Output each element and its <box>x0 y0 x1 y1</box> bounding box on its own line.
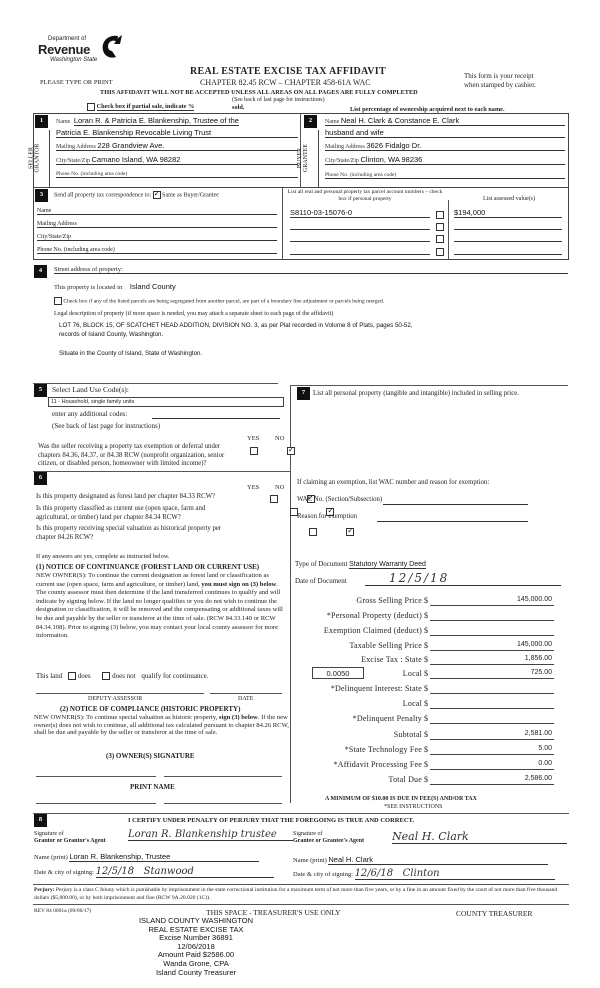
owner-signature-line-2[interactable] <box>164 776 282 777</box>
total-due-field[interactable]: 2,586.00 <box>430 775 554 785</box>
perjury-bold: Perjury: <box>34 887 55 893</box>
street-row <box>54 266 568 274</box>
continuance-row <box>36 672 208 680</box>
grantor-signature-label <box>34 831 106 845</box>
section-2-number: 2 <box>304 115 317 128</box>
yes-label-5: YES <box>247 435 260 442</box>
stamp-line: Wanda Grone, CPA <box>163 958 229 968</box>
tax-mailing-row <box>37 221 277 228</box>
fee-row-exemption <box>290 626 590 638</box>
date-city-label: Date & city of signing: <box>34 869 94 876</box>
perjury-notice <box>34 887 569 902</box>
notice2-text-b: . If the new owner(s) does not wish to continue, all additional tax calculated pursuant to chapter 84.26 RCW, shall be due and payable by the seller or transferor at the time of sale. <box>34 714 289 736</box>
fee-row-tech-fee <box>290 745 590 757</box>
grantor-date-city-field[interactable]: 12/5/18 Stanwood <box>96 866 274 878</box>
parcel-row <box>290 208 486 217</box>
buyer-label: BUYER <box>297 147 303 169</box>
reason-row <box>297 513 357 520</box>
does-checkbox[interactable] <box>68 672 76 680</box>
no-label-5: NO <box>275 435 285 442</box>
dollar-sign: $ <box>424 669 428 678</box>
additional-codes-label: enter any additional codes: <box>52 410 128 418</box>
seller-label: SELLER <box>28 147 35 169</box>
tax-city-row <box>37 234 277 241</box>
parcel-number-field[interactable] <box>290 247 430 255</box>
if-yes-note: If any answers are yes, complete as instructed below. <box>36 553 170 560</box>
owner-signature-title: (3) OWNER(S) SIGNATURE <box>106 752 195 760</box>
fee-label: Local <box>402 699 422 708</box>
form-number: REV 84 0001a (09/06/17) <box>34 908 92 914</box>
excise-state-field[interactable]: 1,856.00 <box>430 655 554 665</box>
grantor-agent-label: Grantor or Grantor's Agent <box>34 838 106 844</box>
dor-logo <box>38 30 138 66</box>
assessed-value-field[interactable] <box>454 222 562 230</box>
additional-codes-row <box>52 410 282 418</box>
grantor-signature-field[interactable]: Loran R. Blankenship trustee <box>128 829 293 841</box>
forest-land-yes-checkbox[interactable] <box>270 495 278 503</box>
receipt-note-1: This form is your receipt <box>464 72 534 80</box>
legal-description-line3[interactable]: Situate in the County of Island, State of Washington. <box>59 350 203 357</box>
dollar-sign: $ <box>424 655 428 664</box>
receipt-note-2: when stamped by cashier. <box>464 81 536 89</box>
legal-label: Legal description of property (if more space is needed, you may attach a separate sheet to each page of the affidavit) <box>54 311 334 317</box>
signature-of-label: Signature of <box>34 831 64 837</box>
stamp-line: REAL ESTATE EXCISE TAX <box>148 924 244 934</box>
doc-date-row <box>295 571 565 585</box>
parcel-row <box>290 222 298 231</box>
seller-phone-row <box>56 171 298 178</box>
dollar-sign: $ <box>424 611 428 620</box>
no-label-6: NO <box>275 484 285 491</box>
forest-land-question: Is this property designated as forest land per chapter 84.33 RCW? <box>36 493 216 500</box>
buyer-city-label: City/State/Zip <box>325 158 359 164</box>
located-field[interactable]: Island County <box>129 282 176 291</box>
print-name-label: PRINT NAME <box>130 783 175 791</box>
name-print-label: Name (print) <box>34 854 68 861</box>
partial-sale-label: Check box if partial sale, indicate % <box>96 103 195 111</box>
tax-city-label: City/State/Zip <box>37 234 71 240</box>
buyer-mailing-field[interactable]: 3626 Fidalgo Dr. <box>366 141 422 150</box>
stamp-line: Island County Treasurer <box>155 967 237 977</box>
does-not-checkbox[interactable] <box>102 672 110 680</box>
dollar-sign: $ <box>424 745 428 754</box>
form-title: REAL ESTATE EXCISE TAX AFFIDAVIT <box>190 66 386 77</box>
segregated-label: Check box if any of the listed parcels are being segregated from another parcel, are part of a boundary line adjustment or parcels being merged. <box>63 298 385 305</box>
seller-name-row <box>56 116 298 125</box>
assessed-value-field[interactable] <box>454 247 562 255</box>
fee-row-interest-state <box>290 684 590 696</box>
dollar-sign: $ <box>424 730 428 739</box>
legal-description-line1[interactable]: LOT 76, BLOCK 15, OF SCATCHET HEAD ADDITION, DIVISION NO. 3, as per Plat recorded in Volume 8 of Plats, pages 50-52, <box>59 322 413 329</box>
same-as-buyer-checkbox[interactable] <box>153 191 161 199</box>
grantor-label: GRANTOR <box>34 143 41 173</box>
section-6-number: 6 <box>34 472 47 485</box>
partial-sale-sold: sold. <box>232 104 245 111</box>
fee-row-subtotal <box>290 730 590 742</box>
partial-sale-row <box>87 103 194 111</box>
date-label: DATE <box>238 696 254 702</box>
fee-label: *Affidavit Processing Fee <box>333 760 422 769</box>
owner-signature-line-1[interactable] <box>36 776 156 777</box>
section-4-number: 4 <box>34 265 47 278</box>
grantee-name-row <box>293 855 568 865</box>
dollar-sign: $ <box>424 760 428 769</box>
historic-no-checkbox[interactable] <box>346 528 354 536</box>
assessed-header: List assessed value(s) <box>483 196 535 202</box>
buyer-mailing-label: Mailing Address <box>325 144 365 150</box>
grantee-signature-label <box>293 831 364 845</box>
tax-mailing-label: Mailing Address <box>37 221 77 227</box>
notice2-text-a: NEW OWNER(S): To continue special valuation as historic property, <box>34 714 218 721</box>
personal-property-checkbox[interactable] <box>436 248 444 256</box>
parcel-number-field[interactable] <box>290 222 430 230</box>
segregated-checkbox[interactable] <box>54 297 62 305</box>
section-8-number: 8 <box>34 814 47 827</box>
fee-row-penalty <box>290 714 590 726</box>
ownership-note: List percentage of ownership acquired next to each name. <box>350 106 505 113</box>
assessed-value-field[interactable] <box>454 234 562 242</box>
fee-label: Subtotal <box>393 730 422 739</box>
see-back-5: (See back of last page for instructions) <box>52 422 161 430</box>
personal-property-label: List all personal property (tangible and intangible) included in selling price. <box>313 390 519 397</box>
located-label: This property is located in <box>54 284 123 291</box>
grantee-date-city-row <box>293 868 568 880</box>
section-5-number: 5 <box>34 384 47 397</box>
seller-mailing-row <box>56 141 298 151</box>
grantor-name-field[interactable]: Loran R. Blankenship, Trustee <box>69 852 259 862</box>
fee-label: *State Technology Fee <box>344 745 422 754</box>
historic-question: Is this property receiving special valuation as historical property per chapter 84.26 RCW? <box>36 525 222 541</box>
notice1-text-b: . The county assessor must then determine if the land transferred continues to qualify and will indicate by signing below. If the land no longer qualifies or you do not wish to continue the designation or classification, it will be removed and the compensating or additional taxes will be due and payable by the seller or transferor at the time of sale. (RCW 84.33.140 or RCW 84.34.108). Prior to signing (3) below, you may contact your local county assessor for more information. <box>36 580 283 640</box>
does-label: does <box>77 672 91 680</box>
stamp-line: Excise Number 36891 <box>159 933 233 943</box>
buyer-mailing-row <box>325 141 565 151</box>
fee-label: *Delinquent Penalty <box>352 714 422 723</box>
grantee-date-city-field[interactable]: 12/6/18 Clinton <box>355 868 555 880</box>
seller-mailing-label: Mailing Address <box>56 144 96 150</box>
additional-codes-field[interactable] <box>152 418 280 419</box>
fee-label: Gross Selling Price <box>356 596 422 605</box>
name-print-label: Name (print) <box>293 857 327 864</box>
form-warning: THIS AFFIDAVIT WILL NOT BE ACCEPTED UNLESS ALL AREAS ON ALL PAGES ARE FULLY COMPLETED <box>100 89 418 96</box>
print-name-line-2[interactable] <box>164 803 282 804</box>
notice1-bold: you must sign on (3) below <box>201 580 277 588</box>
tax-phone-row <box>37 247 277 254</box>
notice2-bold: sign (3) below <box>218 714 258 721</box>
street-label: Street address of property: <box>54 266 123 273</box>
doc-type-label: Type of Document <box>295 560 348 568</box>
fee-row-processing-fee <box>290 760 590 772</box>
notice2-title: (2) NOTICE OF COMPLIANCE (HISTORIC PROPERTY) <box>60 705 241 713</box>
dollar-sign: $ <box>424 596 428 605</box>
minimum-note: A MINIMUM OF $10.00 IS DUE IN FEE(S) AND/OR TAX <box>325 796 477 802</box>
fee-label: *Personal Property (deduct) <box>326 611 422 620</box>
print-name-line-1[interactable] <box>36 803 156 804</box>
grantor-name-row <box>34 852 274 862</box>
stamp-line: Amount Paid $2586.00 <box>157 950 235 960</box>
land-use-label: Select Land Use Code(s): <box>52 385 129 394</box>
excise-local-field[interactable]: 725.00 <box>430 669 554 679</box>
local-rate-field[interactable]: 0.0050 <box>312 667 364 679</box>
legal-description-line2[interactable]: records of Island County, Washington. <box>59 331 164 338</box>
certify-statement: I CERTIFY UNDER PENALTY OF PERJURY THAT THE FOREGOING IS TRUE AND CORRECT. <box>128 817 415 824</box>
parcel-number-field[interactable]: S8110-03-15076-0 <box>290 208 430 218</box>
parcel-row <box>290 247 298 256</box>
fee-row-taxable <box>290 641 590 653</box>
buyer-name-field-2[interactable]: husband and wife <box>325 128 565 138</box>
partial-sale-checkbox[interactable] <box>87 103 95 111</box>
date-city-label: Date & city of signing: <box>293 871 353 878</box>
wac-row <box>297 496 382 503</box>
fee-label: Total Due <box>388 775 422 784</box>
seller-name-label: Name <box>56 119 71 125</box>
fee-row-total <box>290 775 590 787</box>
technology-fee-field[interactable]: 5.00 <box>430 745 554 755</box>
yes-label-6: YES <box>247 484 260 491</box>
treasurer-stamp <box>116 917 276 977</box>
section-7-number: 7 <box>297 387 310 400</box>
parcel-header: List all real and personal property tax parcel account numbers – check box if personal property <box>287 189 443 202</box>
parcel-row <box>290 234 298 243</box>
notice1-title: (1) NOTICE OF CONTINUANCE (FOREST LAND OR CURRENT USE) <box>36 563 260 571</box>
reason-label: Reason for exemption <box>297 513 358 520</box>
tax-name-label: Name <box>37 208 52 214</box>
doc-type-field[interactable]: Statutory Warranty Deed <box>349 561 426 568</box>
fee-label: Excise Tax : State <box>361 655 422 664</box>
send-correspondence-label: Send all property tax correspondence to: <box>54 192 152 199</box>
taxable-selling-price-field[interactable]: 145,000.00 <box>430 641 554 651</box>
exemption-no-checkbox[interactable] <box>287 447 295 455</box>
buyer-city-row <box>325 155 565 165</box>
seller-city-row <box>56 155 298 165</box>
gross-selling-price-field[interactable]: 145,000.00 <box>430 596 554 606</box>
buyer-city-field[interactable]: Clinton, WA 98236 <box>360 155 423 164</box>
grantor-date-city-row <box>34 866 289 878</box>
see-back-note: (See back of last page for instructions) <box>232 97 325 103</box>
fee-row-gross <box>290 596 590 608</box>
delinquent-penalty-field[interactable] <box>430 714 554 724</box>
buyer-phone-row <box>325 172 565 179</box>
located-row <box>54 282 176 291</box>
deputy-assessor-label: DEPUTY ASSESSOR <box>88 696 143 702</box>
notice1-body <box>36 572 286 641</box>
fee-row-interest-local <box>290 699 590 711</box>
personal-property-checkbox[interactable] <box>436 235 444 243</box>
perjury-text: Perjury is a class C felony which is punishable by imprisonment in the state correctional institution for a maximum term of not more than five years, or by a fine in an amount fixed by the court of not more than five thousand dollars ($5,000.00), or by both imprisonment and fine (RCW 9A.20.020 (1C)). <box>34 887 558 901</box>
fee-row-excise-local <box>290 669 590 681</box>
grantee-signature-field[interactable]: Neal H. Clark <box>392 830 567 844</box>
dollar-sign: $ <box>424 714 428 723</box>
grantee-agent-label: Grantee or Grantee's Agent <box>293 838 365 844</box>
exemption-intro: If claiming an exemption, list WAC number and reason for exemption: <box>297 479 490 486</box>
stamp-line: ISLAND COUNTY WASHINGTON <box>138 916 254 925</box>
dollar-sign: $ <box>424 699 428 708</box>
tax-phone-label: Phone No. (including area code) <box>37 247 115 253</box>
buyer-name-field[interactable]: Neal H. Clark & Constance E. Clark <box>340 116 460 125</box>
buyer-side-label <box>297 130 319 188</box>
personal-property-checkbox[interactable] <box>436 223 444 231</box>
doc-type-row <box>295 560 565 568</box>
current-use-question: Is this property classified as current use (open space, farm and agricultural, or timber) land per chapter 84.34 RCW? <box>36 505 206 521</box>
doc-date-field[interactable]: 12/5/18 <box>365 571 561 586</box>
dollar-sign: $ <box>424 641 428 650</box>
seller-side-label <box>28 130 50 188</box>
this-land-label: This land <box>36 672 63 680</box>
grantee-label: GRANTEE <box>303 144 309 172</box>
notice1-text-a: NEW OWNER(S): To continue the current designation as forest land or classification as current use (open space, farm and agriculture, or timber) land, <box>36 572 269 588</box>
see-instructions: *SEE INSTRUCTIONS <box>384 804 443 810</box>
segregated-row <box>54 297 384 305</box>
logo-agency-line1: Department of <box>48 36 87 42</box>
section-3-number: 3 <box>35 189 48 202</box>
fee-row-excise-state <box>290 655 590 667</box>
seller-city-label: City/State/Zip <box>56 158 90 164</box>
fee-label: Local <box>402 669 422 678</box>
fee-label: Taxable Selling Price <box>349 641 422 650</box>
buyer-name-row <box>325 116 565 126</box>
dollar-sign: $ <box>424 626 428 635</box>
deputy-date-line[interactable] <box>210 693 282 694</box>
exemption-claimed-field[interactable] <box>430 626 554 636</box>
send-correspondence-row <box>54 191 219 199</box>
notice2-body <box>34 714 289 737</box>
tax-name-row <box>37 208 277 215</box>
delinquent-interest-state-field[interactable] <box>430 684 554 694</box>
form-chapter: CHAPTER 82.45 RCW – CHAPTER 458-61A WAC <box>200 78 371 87</box>
doc-date-label: Date of Document <box>295 577 347 585</box>
assessed-value-field[interactable]: $194,000 <box>454 208 562 218</box>
fee-label: *Delinquent Interest: State <box>330 684 422 693</box>
parcel-number-field[interactable] <box>290 234 430 242</box>
fee-label: Exemption Claimed (deduct) <box>323 626 422 635</box>
exemption-yes-checkbox[interactable] <box>250 447 258 455</box>
land-use-select[interactable]: 11 - Household, single family units <box>48 397 284 407</box>
exemption-question: Was the seller receiving a property tax exemption or deferral under chapters 84.36, 84.37, or 84.38 RCW (nonprofit organization, senior citizen, or disabled person, homeowner with limited income)? <box>38 443 225 467</box>
qualify-label: qualify for continuance. <box>141 672 209 680</box>
wac-label: WAC No. (Section/Subsection) <box>297 496 383 503</box>
seller-name-field[interactable]: Loran R. & Patricia E. Blankenship, Trustee of the <box>73 116 239 125</box>
subtotal-field[interactable]: 2,581.00 <box>430 730 554 740</box>
same-as-buyer-label: Same as Buyer/Grantee <box>162 192 219 199</box>
historic-yes-checkbox[interactable] <box>309 528 317 536</box>
please-type: PLEASE TYPE OR PRINT <box>40 79 113 86</box>
buyer-phone-label: Phone No. (including area code) <box>325 172 397 178</box>
does-not-label: does not <box>112 672 136 680</box>
dor-logo-icon <box>98 32 124 60</box>
wac-field[interactable] <box>383 504 528 505</box>
deputy-assessor-line[interactable] <box>36 693 204 694</box>
grantee-name-field[interactable]: Neal H. Clark <box>328 855 548 865</box>
delinquent-interest-local-field[interactable] <box>430 699 554 709</box>
dollar-sign: $ <box>424 684 428 693</box>
reason-field[interactable] <box>377 521 528 522</box>
personal-property-field[interactable] <box>430 611 554 621</box>
county-treasurer: COUNTY TREASURER <box>456 909 533 918</box>
buyer-name-label: Name <box>325 119 340 125</box>
seller-name-field-2[interactable]: Patricia E. Blankenship Revocable Living Trust <box>56 128 298 138</box>
signature-of-label: Signature of <box>293 831 323 837</box>
fee-row-personal <box>290 611 590 623</box>
stamp-line: 12/06/2018 <box>177 941 215 951</box>
section-1-number: 1 <box>35 115 48 128</box>
logo-agency-line2: Revenue <box>38 42 91 57</box>
seller-mailing-field[interactable]: 228 Grandview Ave. <box>97 141 165 150</box>
logo-agency-line3: Washington State <box>50 57 98 63</box>
seller-phone-label: Phone No. (including area code) <box>56 171 128 177</box>
seller-city-field[interactable]: Camano Island, WA 98282 <box>91 155 181 164</box>
processing-fee-field[interactable]: 0.00 <box>430 760 554 770</box>
personal-property-checkbox[interactable] <box>436 211 444 219</box>
treasurer-use: THIS SPACE - TREASURER'S USE ONLY <box>206 908 341 917</box>
dollar-sign: $ <box>424 775 428 784</box>
